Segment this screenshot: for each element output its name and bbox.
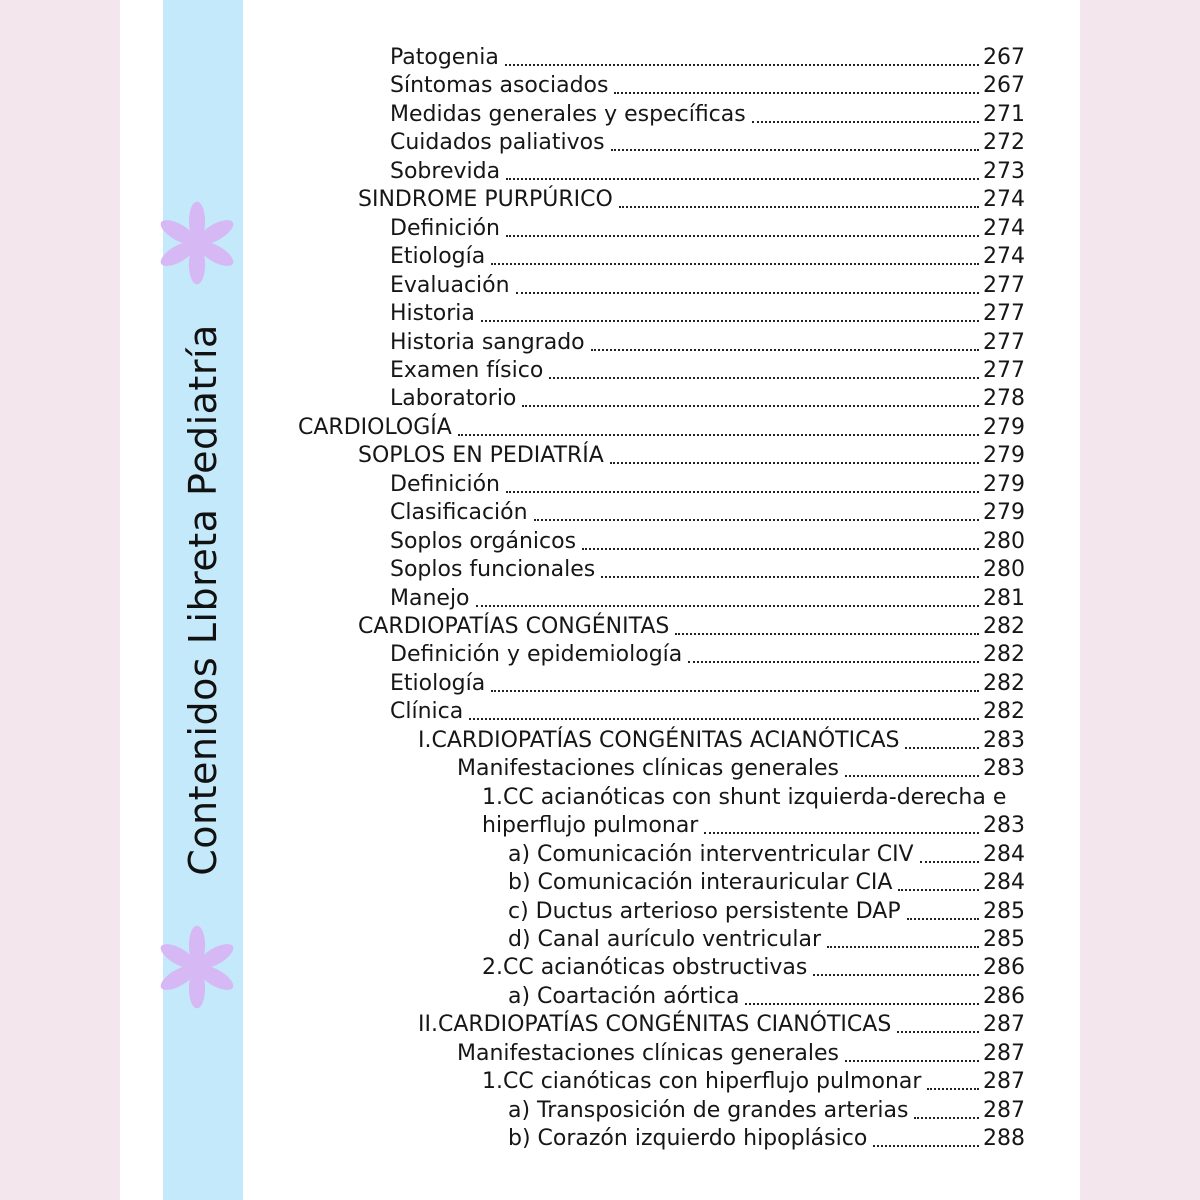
toc-entry-leader (476, 605, 979, 607)
toc-entry-leader (914, 1117, 979, 1119)
toc-entry-label: Medidas generales y específicas (390, 101, 746, 127)
toc-entry-leader (675, 633, 979, 635)
toc-entry-page: 277 (983, 301, 1025, 327)
toc-entry-leader (897, 1031, 979, 1033)
toc-entry (358, 186, 1025, 214)
toc-entry (390, 272, 1025, 300)
toc-entry-page: 273 (983, 158, 1025, 184)
toc-entry-leader (582, 548, 979, 550)
toc-entry-leader (920, 861, 979, 863)
toc-entry-leader (745, 1003, 979, 1005)
toc-entry-leader (522, 405, 979, 407)
toc-entry-leader (907, 918, 979, 920)
toc-entry-label: Evaluación (390, 272, 510, 298)
toc-entry-label: Síntomas asociados (390, 73, 609, 99)
toc-entry (508, 926, 1025, 954)
toc-entry-leader (505, 64, 979, 66)
toc-entry-label: SINDROME PURPÚRICO (358, 187, 613, 213)
toc-entry-leader (619, 206, 979, 208)
toc-entry (390, 641, 1025, 669)
toc-entry-label: a) Comunicación interventricular CIV (508, 841, 914, 867)
toc-entry (508, 1097, 1025, 1125)
toc-entry (390, 698, 1025, 726)
toc-entry-label: Manifestaciones clínicas generales (457, 1040, 839, 1066)
toc-entry-page: 277 (983, 272, 1025, 298)
toc-entry-leader (898, 889, 979, 891)
toc-entry-label: Clínica (390, 699, 464, 725)
toc-entry-label: hiperflujo pulmonar (482, 813, 699, 839)
toc-entry-leader (516, 292, 979, 294)
toc-entry-label: Definición y epidemiología (390, 642, 683, 668)
toc-entry-leader (506, 491, 979, 493)
toc-entry-label: c) Ductus arterioso persistente DAP (508, 898, 901, 924)
toc-entry-page: 288 (983, 1126, 1025, 1152)
toc-entry-label: Manejo (390, 585, 470, 611)
toc-entry-label: Historia sangrado (390, 329, 585, 355)
toc-entry-page: 279 (983, 471, 1025, 497)
toc-entry-page: 278 (983, 386, 1025, 412)
toc-entry-leader (611, 149, 979, 151)
toc-entry-label: 1.CC cianóticas con hiperflujo pulmonar (482, 1069, 922, 1095)
toc-entry-leader (614, 92, 979, 94)
toc-entry-label: II.CARDIOPATÍAS CONGÉNITAS CIANÓTICAS (418, 1012, 892, 1038)
toc-entry (390, 471, 1025, 499)
toc-entry-label: SOPLOS EN PEDIATRÍA (358, 443, 604, 469)
toc-entry-label: Etiología (390, 670, 486, 696)
toc-entry (508, 841, 1025, 869)
toc-entry-label: Soplos funcionales (390, 557, 596, 583)
toc-entry-page: 287 (983, 1012, 1025, 1038)
toc-entry (508, 869, 1025, 897)
toc-entry (390, 243, 1025, 271)
toc-entry-leader (752, 121, 979, 123)
toc-entry-label: Laboratorio (390, 386, 517, 412)
toc-entry-page: 277 (983, 329, 1025, 355)
toc-entry (482, 954, 1025, 982)
toc-entry-label: a) Coartación aórtica (508, 983, 740, 1009)
toc-entry-leader (704, 832, 979, 834)
toc-entry-page: 274 (983, 215, 1025, 241)
toc-entry (390, 499, 1025, 527)
flower-icon (152, 922, 242, 1012)
sidebar-title: Contenidos Libreta Pediatría (181, 324, 225, 876)
toc-entry (390, 585, 1025, 613)
toc-entry-leader (688, 661, 979, 663)
toc-entry-leader (601, 576, 979, 578)
toc-entry (482, 1068, 1025, 1096)
toc-entry (390, 670, 1025, 698)
toc-entry-page: 283 (983, 756, 1025, 782)
toc-entry-label: a) Transposición de grandes arterias (508, 1097, 909, 1123)
toc-entry (508, 1125, 1025, 1153)
toc-entry-label: Examen físico (390, 357, 544, 383)
toc-entry-label: Sobrevida (390, 158, 501, 184)
toc-entry-page: 279 (983, 500, 1025, 526)
toc-entry (390, 556, 1025, 584)
toc-entry-leader (845, 775, 979, 777)
toc-entry (390, 215, 1025, 243)
toc-entry-label: 1.CC acianóticas con shunt izquierda-derecha e (482, 784, 1007, 810)
toc-entry-page: 285 (983, 926, 1025, 952)
toc-entry-label: Clasificación (390, 500, 528, 526)
toc-entry-page: 285 (983, 898, 1025, 924)
toc-entry-label: Historia (390, 301, 475, 327)
toc-entry (457, 1040, 1025, 1068)
toc-entry-label: Definición (390, 215, 500, 241)
toc-entry-page: 280 (983, 557, 1025, 583)
toc-entry-label: b) Corazón izquierdo hipoplásico (508, 1126, 868, 1152)
toc-entry (390, 129, 1025, 157)
toc-entry-page: 287 (983, 1097, 1025, 1123)
toc-entry-leader (534, 519, 979, 521)
toc-entry-label: CARDIOLOGÍA (298, 414, 452, 440)
toc-entry (508, 898, 1025, 926)
toc-entry (418, 1011, 1025, 1039)
toc-entry (390, 329, 1025, 357)
toc-entry-label: Soplos orgánicos (390, 528, 577, 554)
toc-entry-leader (905, 747, 979, 749)
toc-entry-leader (506, 178, 979, 180)
toc-entry-page: 287 (983, 1069, 1025, 1095)
toc-entry-page: 282 (983, 670, 1025, 696)
toc-entry (390, 101, 1025, 129)
toc-entry-page: 272 (983, 130, 1025, 156)
toc-entry-leader (591, 349, 979, 351)
toc-entry-leader (469, 718, 979, 720)
toc-entry-leader (610, 462, 979, 464)
toc-entry-label: CARDIOPATÍAS CONGÉNITAS (358, 614, 670, 639)
toc-entry-page: 286 (983, 955, 1025, 981)
toc-entry (418, 727, 1025, 755)
toc-entry-page: 274 (983, 187, 1025, 213)
toc-entry-leader (813, 974, 979, 976)
toc-entry-label: b) Comunicación interauricular CIA (508, 870, 893, 896)
toc-entry-label: I.CARDIOPATÍAS CONGÉNITAS ACIANÓTICAS (418, 727, 900, 753)
toc-entry-page: 282 (983, 642, 1025, 668)
toc-entry-leader (873, 1145, 979, 1147)
toc-entry (508, 983, 1025, 1011)
toc-entry (298, 414, 1025, 442)
toc-entry-page: 280 (983, 528, 1025, 554)
toc-entry (390, 357, 1025, 385)
toc-entry-leader (458, 434, 979, 436)
toc-entry-page: 284 (983, 841, 1025, 867)
toc-entry-leader (491, 690, 979, 692)
toc-entry-page: 284 (983, 870, 1025, 896)
toc-entry-label: d) Canal aurículo ventricular (508, 926, 822, 952)
toc-entry (358, 442, 1025, 470)
toc-entry-label: Definición (390, 471, 500, 497)
toc-entry-page: 267 (983, 45, 1025, 70)
toc-entry (390, 158, 1025, 186)
toc-entry-leader (506, 235, 979, 237)
toc-entry-label: 2.CC acianóticas obstructivas (482, 955, 808, 981)
flower-icon (152, 198, 242, 288)
toc-entry-page: 282 (983, 699, 1025, 725)
toc-entry-leader (927, 1088, 979, 1090)
toc-entry-page: 271 (983, 101, 1025, 127)
toc-entry-leader (491, 263, 979, 265)
toc-entry-page: 267 (983, 73, 1025, 99)
toc-entry-leader (481, 320, 979, 322)
toc-entry (457, 755, 1025, 783)
toc-entry-label: Etiología (390, 244, 486, 270)
toc-entry-leader (549, 377, 979, 379)
toc-entry-page: 283 (983, 727, 1025, 753)
toc-entry (482, 784, 1025, 812)
toc-entry-page: 286 (983, 983, 1025, 1009)
toc-entry-page: 282 (983, 614, 1025, 639)
toc-entry-label: Manifestaciones clínicas generales (457, 756, 839, 782)
toc-entry (390, 72, 1025, 100)
toc-entry-page: 283 (983, 813, 1025, 839)
toc-entry (390, 44, 1025, 72)
toc-entry-page: 279 (983, 414, 1025, 440)
toc-entry-page: 277 (983, 357, 1025, 383)
toc-entry (390, 385, 1025, 413)
toc-entry-label: Cuidados paliativos (390, 130, 605, 156)
toc-entry (390, 300, 1025, 328)
toc-entry (358, 613, 1025, 641)
toc-entry (482, 812, 1025, 840)
toc-entry-page: 274 (983, 244, 1025, 270)
toc-entry-page: 281 (983, 585, 1025, 611)
toc-entry-leader (827, 946, 979, 948)
toc-entry-leader (845, 1060, 979, 1062)
toc-entry-page: 279 (983, 443, 1025, 469)
toc-entry-label: Patogenia (390, 45, 499, 70)
toc-entry-page: 287 (983, 1040, 1025, 1066)
toc-entry (390, 528, 1025, 556)
